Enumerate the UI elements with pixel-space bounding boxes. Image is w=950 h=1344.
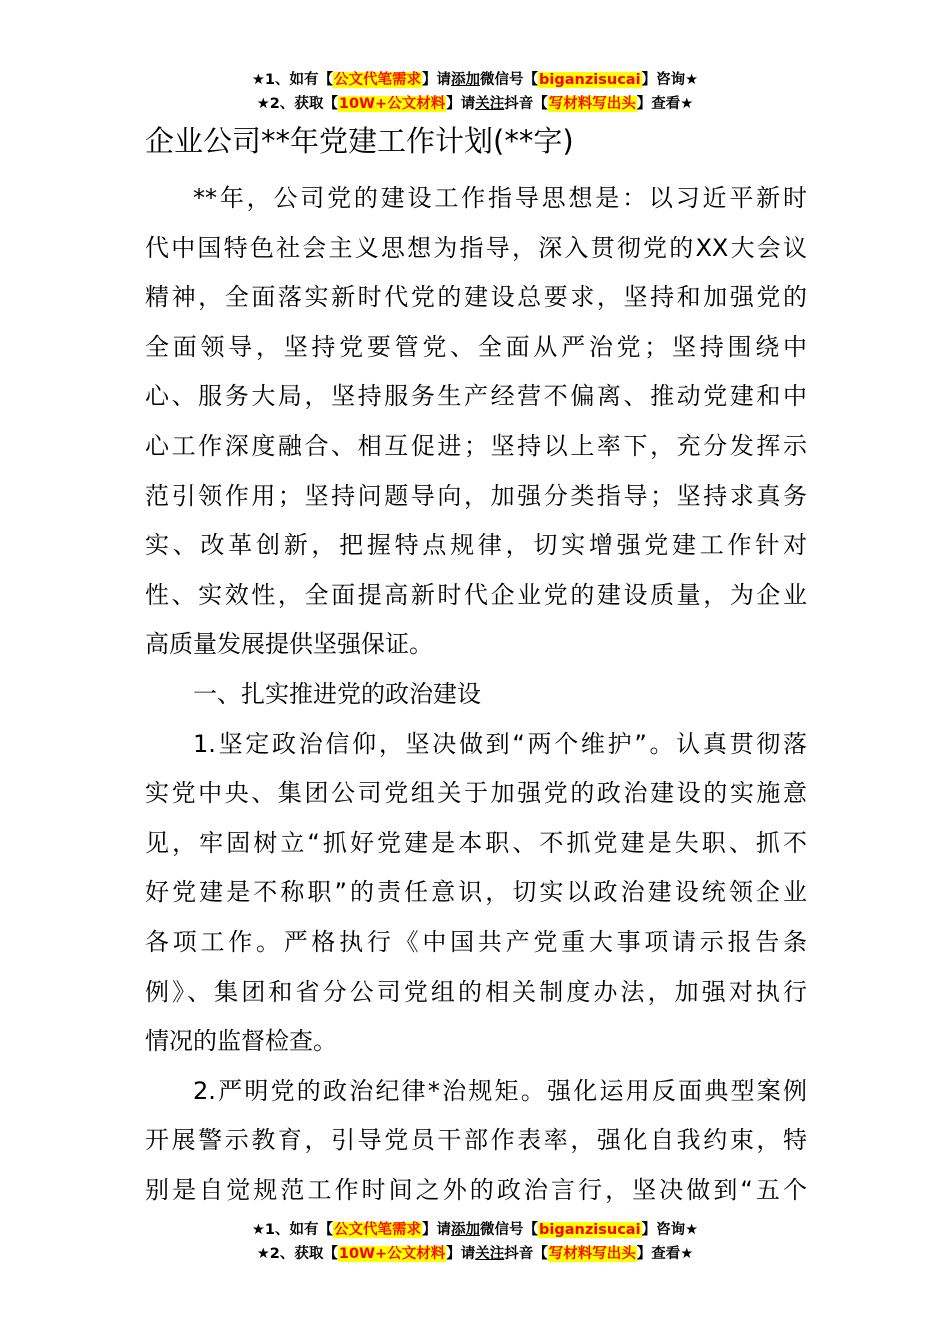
bottom-promo-banner: [0, 1218, 950, 1266]
paragraph-political-belief: [145, 720, 807, 1067]
promo-line-1: ★1、如有【公文代笔需求】请添加微信号【biganzisucai】咨询★: [251, 72, 699, 88]
promo-highlight: 10W+公文材料: [338, 1246, 446, 1262]
text-line: 代中国特色社会主义思想为指导，深入贯彻党的XX大会议: [145, 233, 807, 262]
text-line: 2.严明党的政治纪律*治规矩。强化运用反面典型案例: [193, 1076, 807, 1105]
text-line: 性、实效性，全面提高新时代企业党的建设质量，为企业: [145, 580, 807, 609]
text-line: 见，牢固树立“抓好党建是本职、不抓党建是失职、抓不: [145, 828, 807, 857]
promo-highlight: 写材料写出头: [548, 96, 636, 112]
text-line: 别是自觉规范工作时间之外的政治言行，坚决做到“五个: [145, 1175, 807, 1204]
promo-line-2: ★2、获取【10W+公文材料】请关注抖音【写材料写出头】查看★: [256, 96, 694, 112]
text-line: 范引领作用；坚持问题导向，加强分类指导；坚持求真务: [145, 481, 807, 510]
text-line: 1.坚定政治信仰，坚决做到“两个维护”。认真贯彻落: [193, 729, 807, 758]
text-line: **年，公司党的建设工作指导思想是：以习近平新时: [193, 184, 807, 212]
promo-highlight: biganzisucai: [539, 1222, 641, 1238]
paragraph-political-discipline: [145, 1067, 807, 1216]
text-line: 情况的监督检查。: [145, 1027, 337, 1056]
promo-highlight: 公文代笔需求: [334, 1222, 422, 1238]
text-line: 开展警示教育，引导党员干部作表率，强化自我约束，特: [145, 1126, 807, 1155]
text-line: 实党中央、集团公司党组关于加强党的政治建设的实施意: [145, 779, 807, 808]
promo-line-2: ★2、获取【10W+公文材料】请关注抖音【写材料写出头】查看★: [256, 1246, 694, 1262]
text-line: 高质量发展提供坚强保证。: [145, 630, 433, 659]
paragraph-guiding-thought: [145, 174, 807, 670]
text-line: 实、改革创新，把握特点规律，切实增强党建工作针对: [145, 531, 807, 560]
text-line: 精神，全面落实新时代党的建设总要求，坚持和加强党的: [145, 283, 807, 312]
text-line: 各项工作。严格执行《中国共产党重大事项请示报告条: [145, 927, 807, 956]
document-title: 企业公司**年党建工作计划(**字): [145, 124, 574, 158]
section-heading: 一、扎实推进党的政治建设: [193, 679, 481, 708]
text-line: 例》、集团和省分公司党组的相关制度办法，加强对执行: [145, 977, 807, 1006]
promo-highlight: 公文代笔需求: [334, 72, 422, 88]
text-line: 好党建是不称职”的责任意识，切实以政治建设统领企业: [145, 878, 807, 907]
text-line: 全面领导，坚持党要管党、全面从严治党；坚持围绕中: [145, 332, 807, 361]
promo-highlight: 写材料写出头: [548, 1246, 636, 1262]
promo-highlight: biganzisucai: [539, 72, 641, 88]
document-body: [145, 118, 807, 1215]
text-line: 心、服务大局，坚持服务生产经营不偏离、推动党建和中: [145, 382, 807, 411]
promo-line-1: ★1、如有【公文代笔需求】请添加微信号【biganzisucai】咨询★: [251, 1222, 699, 1238]
promo-highlight: 10W+公文材料: [338, 96, 446, 112]
top-promo-banner: [0, 68, 950, 116]
text-line: 心工作深度融合、相互促进；坚持以上率下，充分发挥示: [145, 431, 807, 460]
